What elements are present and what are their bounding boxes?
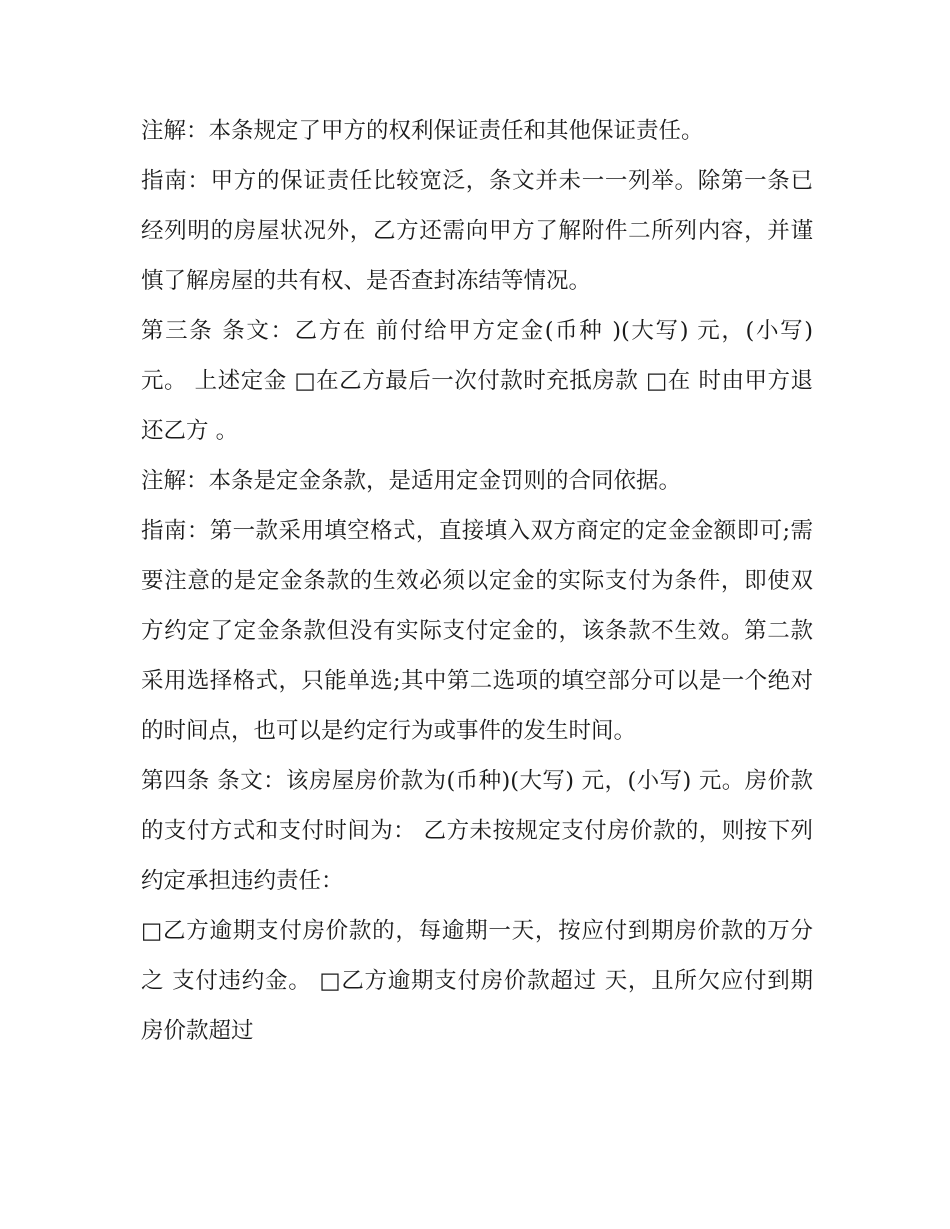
paragraph-guide-clause-three: 指南：第一款采用填空格式，直接填入双方商定的定金金额即可;需要注意的是定金条款的生效必须以定金的实际支付为条件，即使双方约定了定金条款但没有实际支付定金的，该条款不生效。第二款采用选择格式，只能单选;其中第二选项的填空部分可以是一个绝对的时间点，也可以是约定行为或事件的发生时间。 — [141, 518, 813, 744]
paragraph-note-clause-three: 注解：本条是定金条款，是适用定金罚则的合同依据。 — [141, 468, 682, 494]
paragraph-guide-clause-two: 指南：甲方的保证责任比较宽泛，条文并未一一列举。除第一条已经列明的房屋状况外，乙方还需向甲方了解附件二所列内容，并谨慎了解房屋的共有权、是否查封冻结等情况。 — [141, 168, 813, 294]
document-page — [141, 106, 813, 1056]
paragraph-note-clause-two: 注解：本条规定了甲方的权利保证责任和其他保证责任。 — [141, 118, 704, 144]
paragraph-clause-four-options: □乙方逾期支付房价款的，每逾期一天，按应付到期房价款的万分之 支付违约金。 □乙方逾期支付房价款超过 天，且所欠应付到期房价款超过 — [141, 918, 813, 1044]
paragraph-clause-three: 第三条 条文：乙方在 前付给甲方定金(币种 )(大写) 元，(小写) 元。 上述定金 □在乙方最后一次付款时充抵房款 □在 时由甲方退还乙方 。 — [141, 318, 813, 444]
paragraph-clause-four: 第四条 条文：该房屋房价款为(币种)(大写) 元，(小写) 元。房价款的支付方式和支付时间为： 乙方未按规定支付房价款的，则按下列约定承担违约责任： — [141, 768, 813, 894]
